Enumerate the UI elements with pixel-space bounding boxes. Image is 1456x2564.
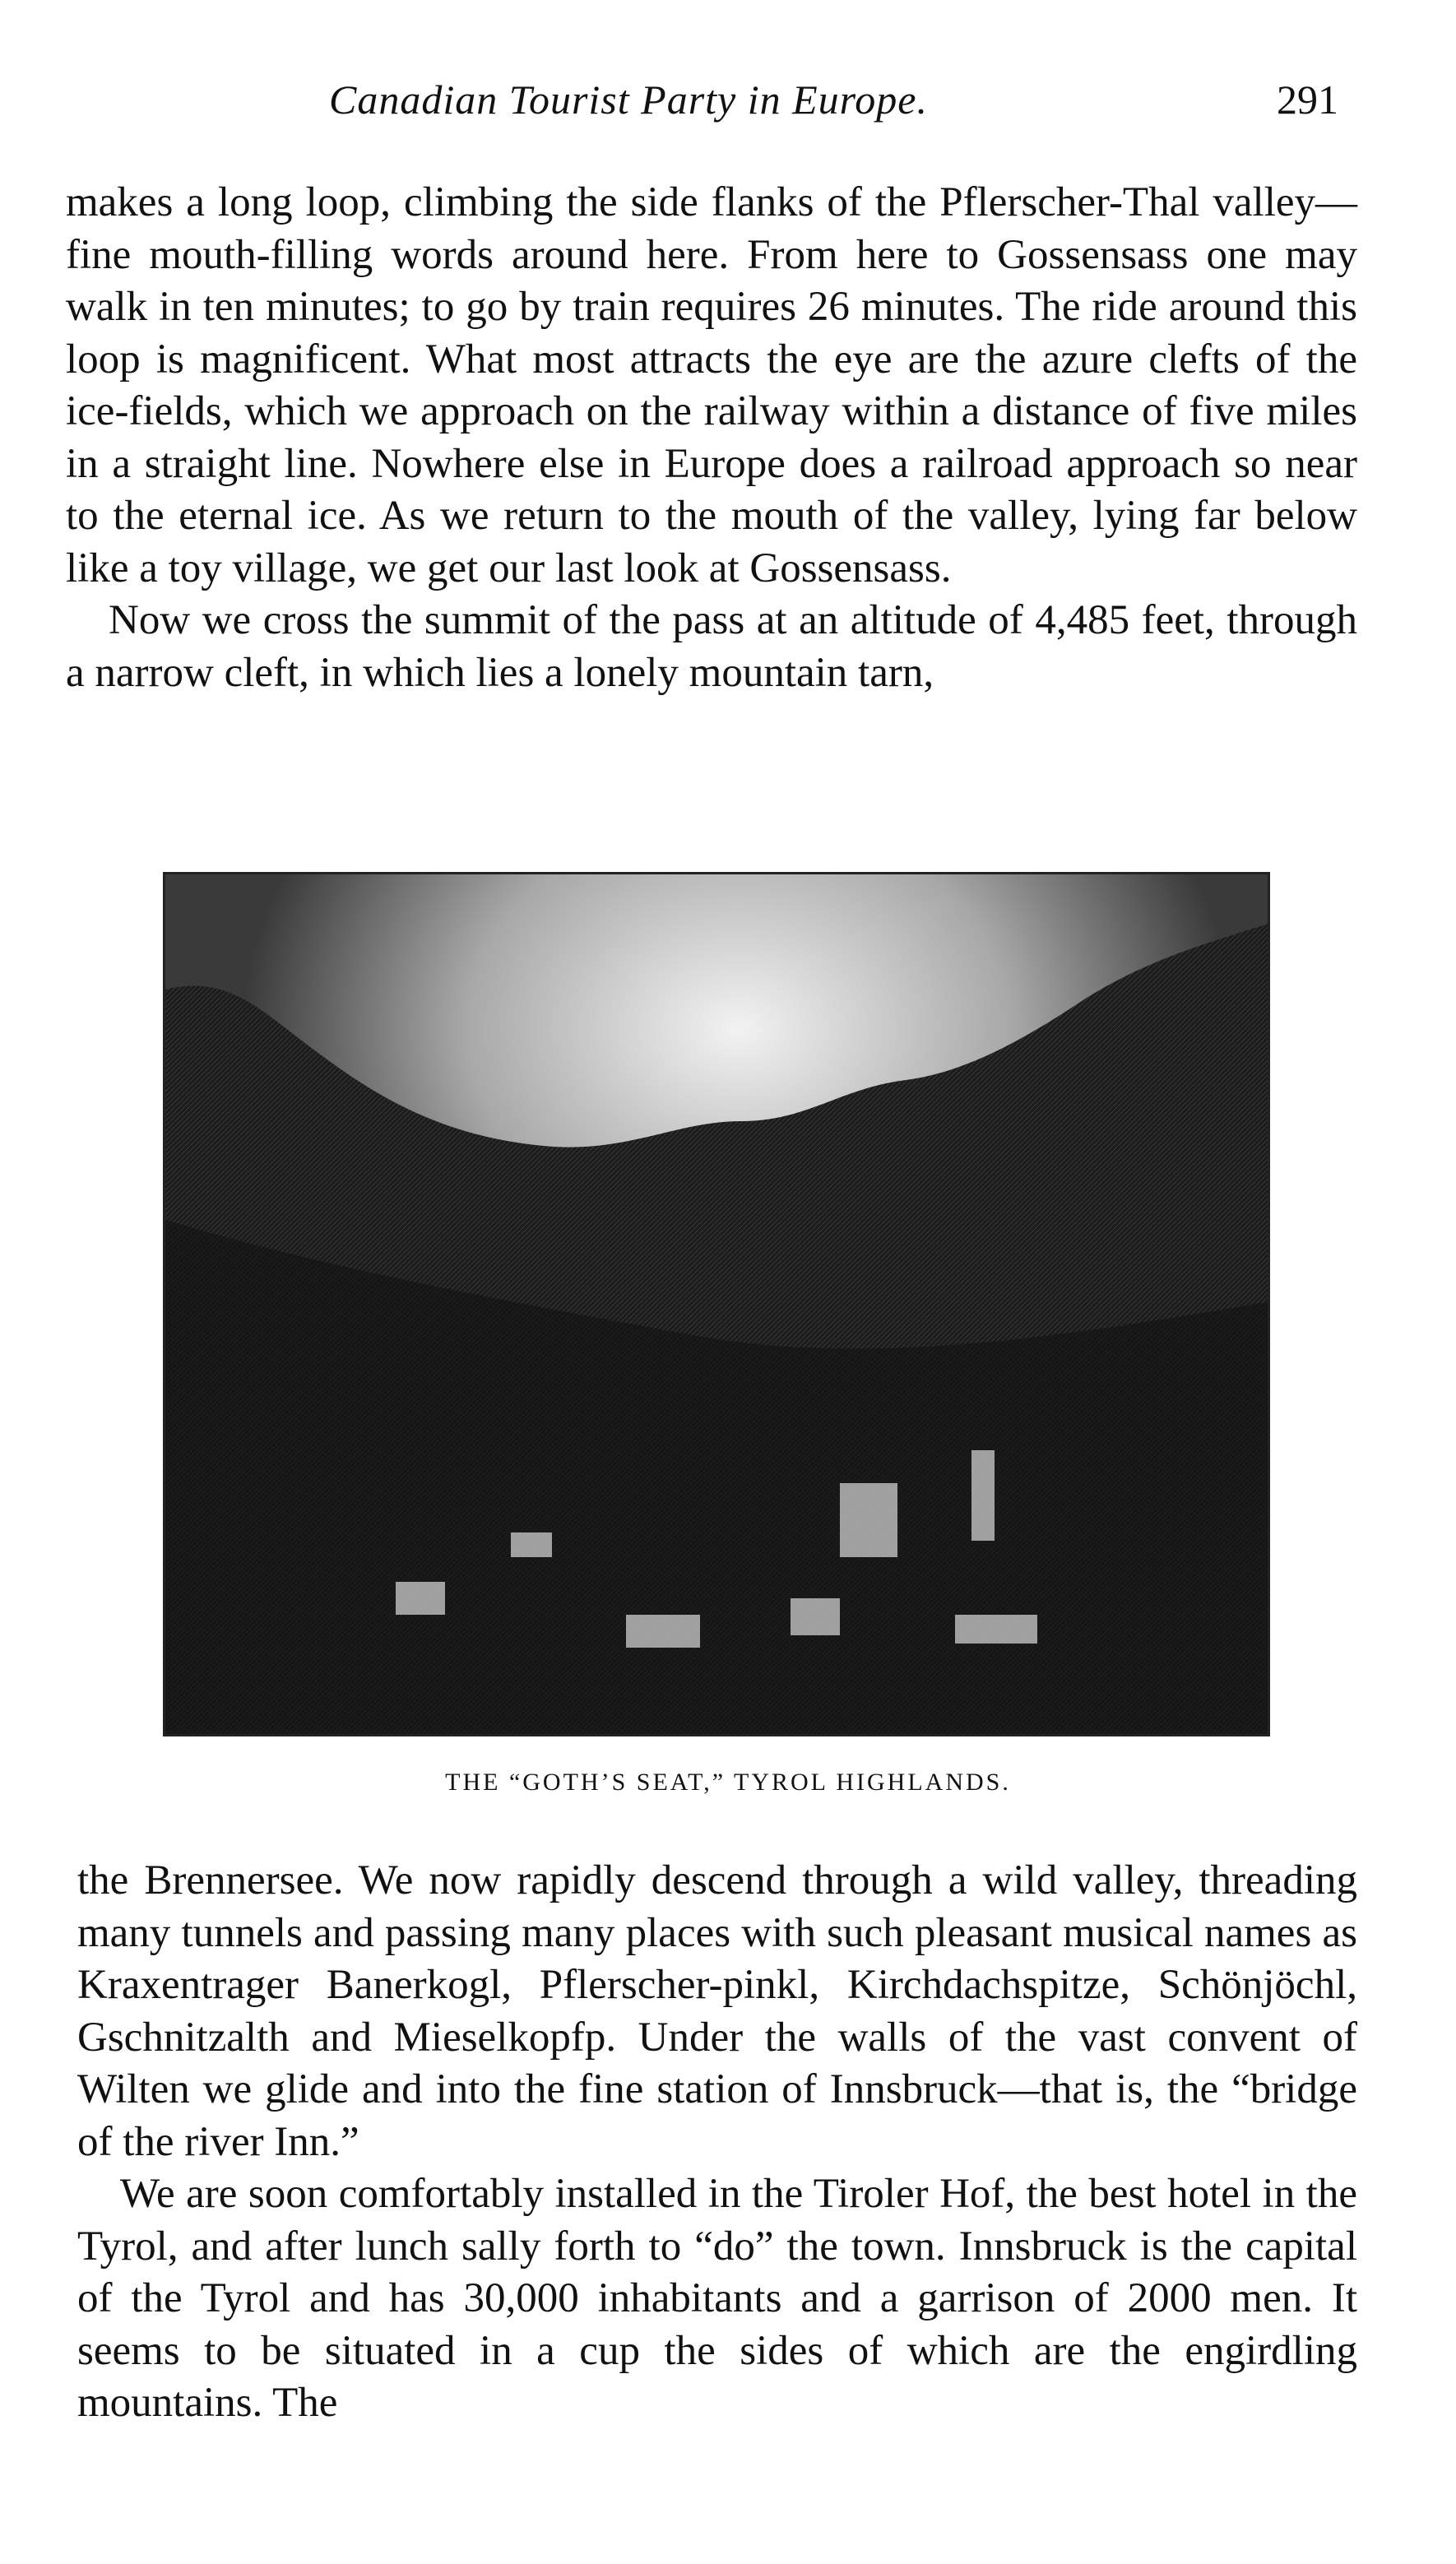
paragraph: makes a long loop, climbing the side flanks of the Pflerscher-Thal valley—fine mouth-filling words around here. From here to Gossensass one may walk in ten minutes; to go by train requires 26 minutes. The ride around this loop is magnificent. What most attracts the eye are the azure clefts of the ice-fields, which we approach on the railway within a distance of five miles in a straight line. Nowhere else in Europe does a railroad approach so near to the eternal ice. As we return to the mouth of the valley, lying far below like a toy village, we get our last look at Gossensass. <box>66 179 1357 591</box>
running-title: Canadian Tourist Party in Europe. <box>329 77 928 123</box>
body-text-top <box>66 177 1357 699</box>
body-text-bottom <box>77 1855 1357 2430</box>
page-header <box>0 76 1456 141</box>
page-number: 291 <box>1277 77 1338 123</box>
figure-caption: THE “GOTH’S SEAT,” TYROL HIGHLANDS. <box>445 1769 1011 1796</box>
paragraph: We are soon comfortably installed in the Tiroler Hof, the best hotel in the Tyrol, and after lunch sally forth to “do” the town. Innsbruck is the capital of the Tyrol and has 30,000 inhabitants and a garrison of 2000 men. It seems to be situated in a cup the sides of which are the engirdling mountains. The <box>77 2171 1357 2426</box>
engraving-illustration <box>163 872 1270 1736</box>
paragraph: Now we cross the summit of the pass at an altitude of 4,485 feet, through a narrow cleft, in which lies a lonely mountain tarn, <box>66 597 1357 696</box>
paragraph: the Brennersee. We now rapidly descend through a wild valley, threading many tunnels and passing many places with such pleasant musical names as Kraxentrager Banerkogl, Pflerscher-pinkl, Kirchdachspitze, Schönjöchl, Gschnitzalth and Mieselkopfp. Under the walls of the vast convent of Wilten we glide and into the fine station of Innsbruck—that is, the “bridge of the river Inn.” <box>77 1857 1357 2165</box>
